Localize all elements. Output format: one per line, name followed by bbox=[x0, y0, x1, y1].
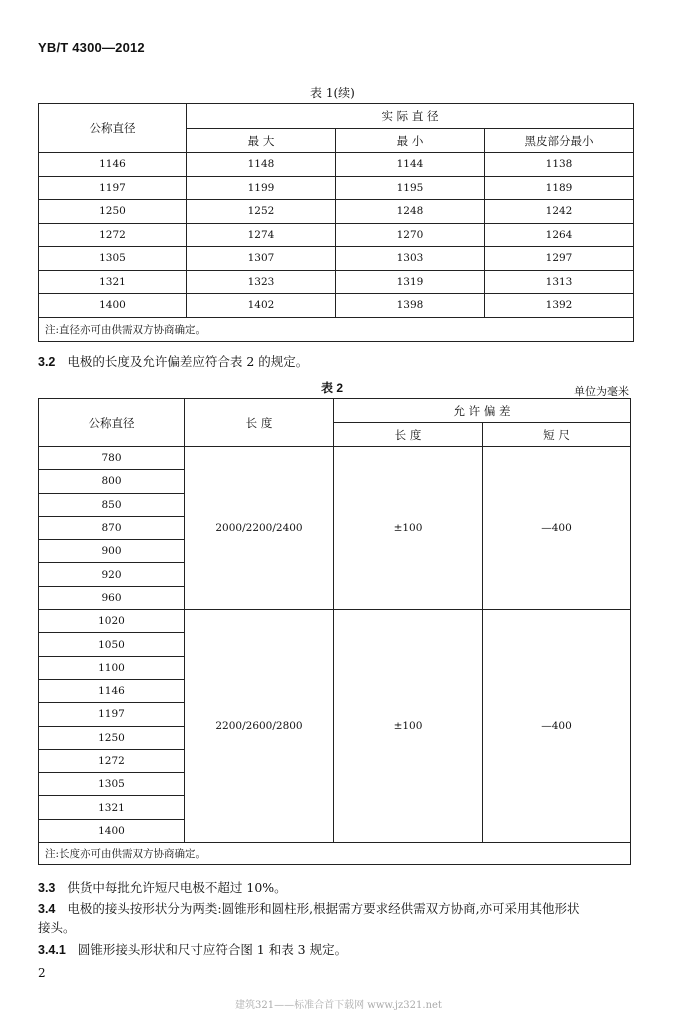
table2-header-length: 长 度 bbox=[185, 399, 334, 447]
table2-cell-diameter: 900 bbox=[39, 540, 185, 563]
table1-cell-black-min: 1242 bbox=[485, 200, 634, 224]
table2-cell-length: 2200/2600/2800 bbox=[185, 610, 334, 843]
section-3-4-text-line1: 电极的接头按形状分为两类:圆锥形和圆柱形,根据需方要求经供需双方协商,亦可采用其他形状 bbox=[67, 901, 580, 916]
table1-cell-max: 1274 bbox=[187, 223, 336, 247]
table2-cell-tolerance-length: ±100 bbox=[334, 610, 483, 843]
table1-cell-black-min: 1138 bbox=[485, 153, 634, 177]
table1-row bbox=[39, 270, 634, 294]
table1-cell-nominal: 1321 bbox=[39, 270, 187, 294]
section-3-4-number: 3.4 bbox=[38, 902, 56, 916]
table1-row bbox=[39, 200, 634, 224]
table2-header-tolerance: 允 许 偏 差 bbox=[334, 399, 631, 423]
table1-row bbox=[39, 176, 634, 200]
table1-header-actual: 实 际 直 径 bbox=[187, 104, 634, 129]
table1-cell-nominal: 1146 bbox=[39, 153, 187, 177]
table2-cell-diameter: 780 bbox=[39, 447, 185, 470]
table1-cell-max: 1307 bbox=[187, 247, 336, 271]
table2-cell-diameter: 1250 bbox=[39, 726, 185, 749]
table1-cell-max: 1252 bbox=[187, 200, 336, 224]
section-3-4-1-number: 3.4.1 bbox=[38, 943, 66, 957]
table2-cell-diameter: 1050 bbox=[39, 633, 185, 656]
table2-cell-diameter: 1272 bbox=[39, 749, 185, 772]
table1-cell-max: 1199 bbox=[187, 176, 336, 200]
table2-cell-length: 2000/2200/2400 bbox=[185, 447, 334, 610]
table1-subheader-black-min: 黑皮部分最小 bbox=[485, 129, 634, 153]
table2 bbox=[38, 398, 631, 865]
table1-cell-max: 1148 bbox=[187, 153, 336, 177]
table1-subheader-max: 最 大 bbox=[187, 129, 336, 153]
table1 bbox=[38, 103, 634, 342]
table1-cell-min: 1398 bbox=[336, 294, 485, 318]
table2-cell-diameter: 850 bbox=[39, 493, 185, 516]
table2-row bbox=[39, 610, 631, 633]
table1-subheader-min: 最 小 bbox=[336, 129, 485, 153]
table2-cell-diameter: 1400 bbox=[39, 819, 185, 842]
table1-row bbox=[39, 247, 634, 271]
table2-subheader-length: 长 度 bbox=[334, 423, 483, 447]
section-3-4-1-text: 圆锥形接头形状和尺寸应符合图 1 和表 3 规定。 bbox=[77, 942, 348, 957]
section-3-3-text: 供货中每批允许短尺电极不超过 10%。 bbox=[67, 880, 287, 895]
table2-note: 注:长度亦可由供需双方协商确定。 bbox=[39, 843, 631, 865]
table1-cell-black-min: 1264 bbox=[485, 223, 634, 247]
table2-cell-diameter: 1305 bbox=[39, 773, 185, 796]
table1-row bbox=[39, 294, 634, 318]
table1-cell-nominal: 1305 bbox=[39, 247, 187, 271]
table1-cell-nominal: 1250 bbox=[39, 200, 187, 224]
table2-cell-diameter: 1197 bbox=[39, 703, 185, 726]
table2-cell-tolerance-short: —400 bbox=[483, 610, 631, 843]
table1-cell-black-min: 1297 bbox=[485, 247, 634, 271]
section-3-4-1 bbox=[38, 940, 347, 958]
table1-row bbox=[39, 223, 634, 247]
table2-cell-tolerance-length: ±100 bbox=[334, 447, 483, 610]
table2-caption: 表 2 bbox=[321, 381, 344, 395]
table1-caption: 表 1(续) bbox=[310, 86, 355, 100]
table2-cell-diameter: 1020 bbox=[39, 610, 185, 633]
table1-cell-nominal: 1272 bbox=[39, 223, 187, 247]
table2-cell-diameter: 1321 bbox=[39, 796, 185, 819]
section-3-3-number: 3.3 bbox=[38, 881, 56, 895]
standard-code: YB/T 4300—2012 bbox=[38, 40, 145, 55]
section-3-2-text: 电极的长度及允许偏差应符合表 2 的规定。 bbox=[67, 354, 309, 369]
section-3-2-number: 3.2 bbox=[38, 355, 56, 369]
section-3-3 bbox=[38, 878, 287, 896]
table1-header-nominal: 公称直径 bbox=[39, 104, 187, 153]
table1-cell-nominal: 1197 bbox=[39, 176, 187, 200]
table1-cell-black-min: 1313 bbox=[485, 270, 634, 294]
table1-cell-min: 1270 bbox=[336, 223, 485, 247]
table1-note: 注:直径亦可由供需双方协商确定。 bbox=[39, 317, 634, 341]
table2-cell-diameter: 870 bbox=[39, 516, 185, 539]
table1-cell-nominal: 1400 bbox=[39, 294, 187, 318]
table1-cell-min: 1303 bbox=[336, 247, 485, 271]
table1-cell-min: 1195 bbox=[336, 176, 485, 200]
section-3-4 bbox=[38, 899, 580, 917]
section-3-2 bbox=[38, 352, 308, 370]
table2-row bbox=[39, 447, 631, 470]
table1-cell-min: 1248 bbox=[336, 200, 485, 224]
section-3-4-text-line2: 接头。 bbox=[38, 920, 76, 935]
table2-unit: 单位为毫米 bbox=[574, 385, 629, 398]
table2-cell-diameter: 800 bbox=[39, 470, 185, 493]
table2-cell-diameter: 1146 bbox=[39, 679, 185, 702]
table2-cell-diameter: 920 bbox=[39, 563, 185, 586]
table1-cell-black-min: 1189 bbox=[485, 176, 634, 200]
table2-cell-diameter: 960 bbox=[39, 586, 185, 609]
table2-cell-tolerance-short: —400 bbox=[483, 447, 631, 610]
table1-cell-max: 1323 bbox=[187, 270, 336, 294]
table1-cell-max: 1402 bbox=[187, 294, 336, 318]
table2-subheader-short: 短 尺 bbox=[483, 423, 631, 447]
table2-cell-diameter: 1100 bbox=[39, 656, 185, 679]
table1-row bbox=[39, 153, 634, 177]
table1-cell-min: 1319 bbox=[336, 270, 485, 294]
table1-cell-black-min: 1392 bbox=[485, 294, 634, 318]
table1-cell-min: 1144 bbox=[336, 153, 485, 177]
table2-header-nominal: 公称直径 bbox=[39, 399, 185, 447]
page-number: 2 bbox=[38, 966, 46, 980]
footer-watermark: 建筑321——标准合首下载网 www.jz321.net bbox=[235, 1000, 442, 1011]
